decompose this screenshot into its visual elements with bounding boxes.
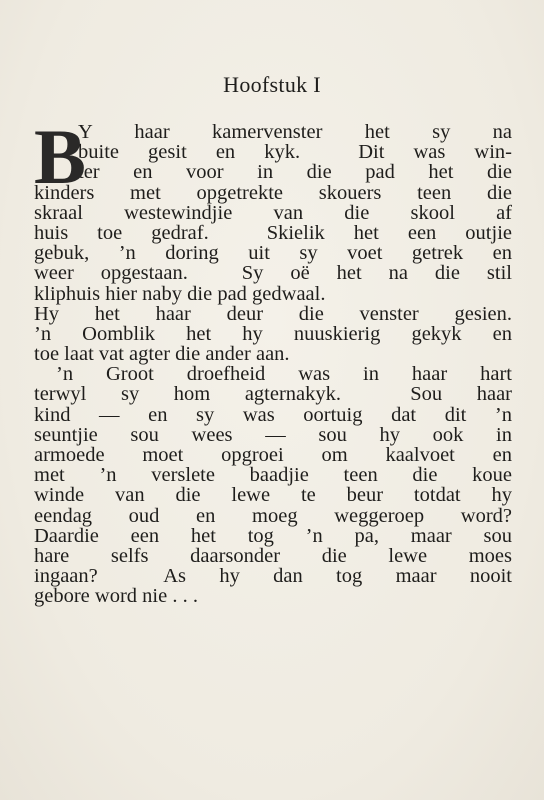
text-line: Daardie een het tog ’n pa, maar sou [34, 524, 512, 547]
body-text [34, 113, 512, 608]
text-line: buite gesit en kyk. Dit was win- [78, 141, 512, 164]
text-line: toe laat vat agter die ander aan. [34, 343, 290, 366]
text-line: ’n Groot droefheid was in haar hart [56, 363, 512, 386]
paragraph-1 [34, 113, 512, 366]
text-line: ’n Oomblik het hy nuuskierig gekyk en [34, 322, 512, 345]
text-line: winde van die lewe te beur totdat hy [34, 484, 512, 507]
text-line: kliphuis hier naby die pad gedwaal. [34, 282, 326, 305]
text-line: skraal westewindjie van die skool af [34, 201, 512, 224]
text-line: weer opgestaan. Sy oë het na die stil [34, 262, 512, 285]
text-line: met ’n verslete baadjie teen die koue [34, 464, 512, 487]
text-line: seuntjie sou wees — sou hy ook in [34, 423, 512, 446]
text-line: kind — en sy was oortuig dat dit ’n [34, 403, 512, 426]
text-line: ter en voor in die pad het die [78, 161, 512, 184]
text-line: kinders met opgetrekte skouers teen die [34, 181, 512, 204]
text-line: Hy het haar deur die venster gesien. [34, 302, 512, 325]
text-line: terwyl sy hom agternakyk. Sou haar [34, 383, 512, 406]
chapter-title: Hoofstuk I [223, 72, 321, 97]
text-line: gebore word nie . . . [34, 585, 198, 608]
text-line: gebuk, ’n doring uit sy voet getrek en [34, 242, 512, 265]
text-line: huis toe gedraf. Skielik het een outjie [34, 221, 512, 244]
text-line: Y haar kamervenster het sy na [78, 121, 512, 143]
text-line: eendag oud en moeg weggeroep word? [34, 504, 512, 527]
text-line: ingaan? As hy dan tog maar nooit [34, 565, 512, 588]
text-line: armoede moet opgroei om kaalvoet en [34, 444, 512, 466]
paragraph-2 [34, 364, 512, 606]
drop-cap: B [34, 113, 87, 200]
text-line: hare selfs daarsonder die lewe moes [34, 544, 512, 567]
